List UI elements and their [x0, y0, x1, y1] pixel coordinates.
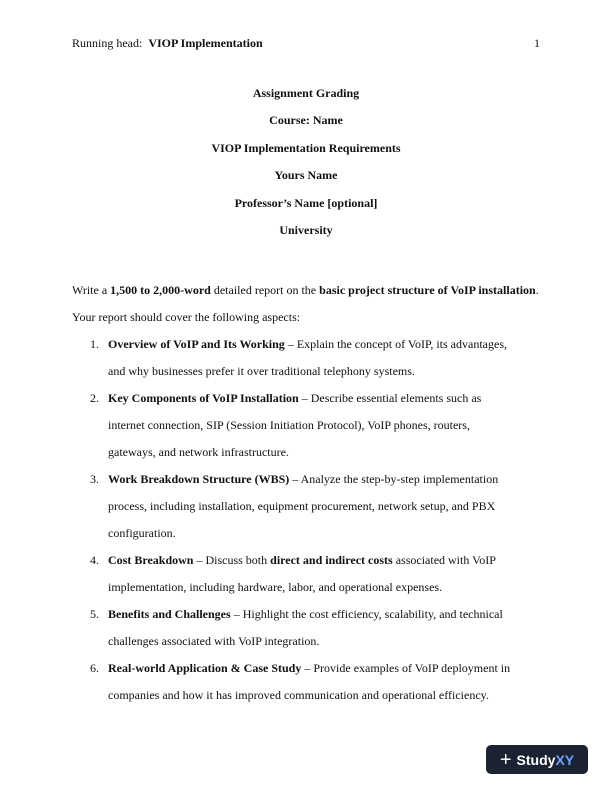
list-number: 6.: [90, 661, 99, 675]
list-item-title: Overview of VoIP and Its Working: [108, 337, 285, 351]
list-item-title: Work Breakdown Structure (WBS): [108, 472, 290, 486]
running-head: [72, 36, 540, 50]
list-item-title: Cost Breakdown: [108, 553, 194, 567]
list-number: 5.: [90, 607, 99, 621]
list-item-text: – Discuss both: [193, 553, 271, 567]
list-number: 1.: [90, 337, 99, 351]
page-number: 1: [534, 36, 540, 50]
paper-title: VIOP Implementation Requirements: [211, 140, 401, 155]
intro-text-2: detailed report on the: [210, 283, 320, 297]
professor-name: Professor’s Name [optional]: [234, 195, 378, 210]
title-block: [72, 86, 540, 250]
running-head-title: VIOP Implementation: [148, 36, 263, 50]
list-item-text: – Analyze the step-by-step implementation process, including installation, equipment procurement, network setup, and PBX configuration.: [108, 472, 499, 540]
list-item: [72, 601, 508, 655]
university-name: University: [279, 222, 333, 237]
assignment-title: Assignment Grading: [252, 86, 360, 100]
logo-brand-xy: XY: [555, 751, 575, 768]
course-name: Course: Name: [269, 113, 343, 128]
logo-brand-study: Study: [516, 751, 556, 768]
body-text: [72, 277, 540, 709]
list-item-bold-text: direct and indirect costs: [270, 553, 393, 567]
running-head-label: Running head:: [72, 36, 143, 50]
list-item: [72, 331, 508, 385]
intro-bold-word-count: 1,500 to 2,000-word: [110, 283, 211, 297]
intro-text-1: Write a: [72, 283, 111, 297]
list-item: [72, 547, 508, 601]
aspects-list: [72, 331, 540, 709]
intro-text-3: . Your report should cover the following aspects:: [72, 283, 539, 324]
plus-icon: +: [499, 748, 512, 771]
list-item: [72, 655, 528, 709]
intro-bold-topic: basic project structure of VoIP installation: [319, 283, 536, 297]
list-item-title: Benefits and Challenges: [108, 607, 231, 621]
list-number: 3.: [90, 472, 99, 486]
list-item: [72, 466, 508, 547]
list-number: 2.: [90, 391, 99, 405]
list-item-title: Real-world Application & Case Study: [108, 661, 302, 675]
author-name: Yours Name: [274, 168, 338, 183]
list-item-text: associated with VoIP implementation, including hardware, labor, and operational expenses.: [108, 553, 496, 594]
list-number: 4.: [90, 553, 99, 567]
list-item-title: Key Components of VoIP Installation: [108, 391, 299, 405]
studyxy-logo[interactable]: [486, 745, 588, 774]
intro-paragraph: [72, 277, 540, 331]
list-item-text: – Explain the concept of VoIP, its advantages, and why businesses prefer it over traditional telephony systems.: [108, 337, 507, 378]
list-item-text: – Highlight the cost efficiency, scalability, and technical challenges associated with VoIP integration.: [108, 607, 503, 648]
list-item-text: – Provide examples of VoIP deployment in companies and how it has improved communication and operational efficiency.: [108, 661, 511, 702]
list-item: [72, 385, 498, 466]
list-item-text: – Describe essential elements such as internet connection, SIP (Session Initiation Protocol), VoIP phones, routers, gateways, and network infrastructure.: [108, 391, 482, 459]
